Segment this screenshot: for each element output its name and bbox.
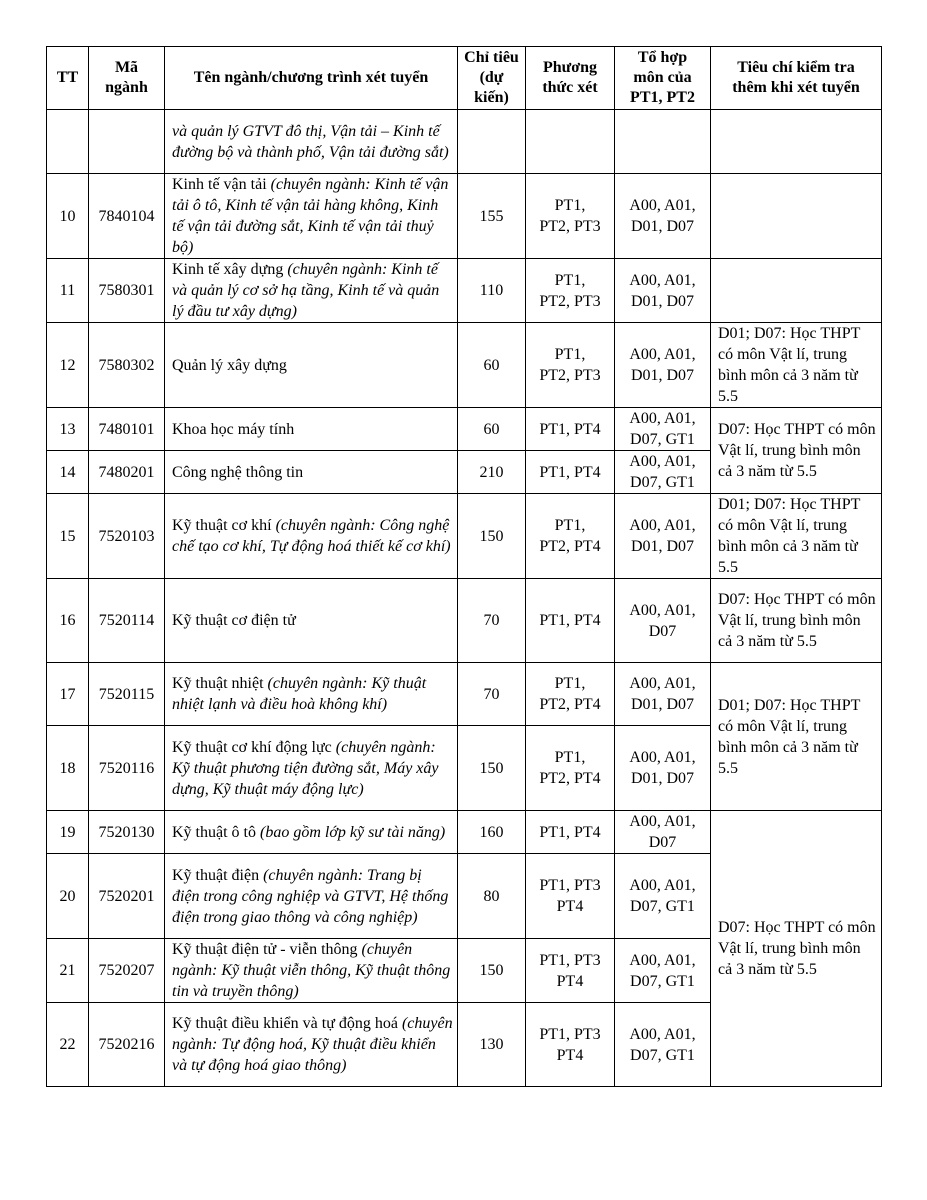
header-tieu-chi: Tiêu chí kiểm tra thêm khi xét tuyển — [711, 47, 882, 110]
row-ma-nganh: 7520114 — [89, 579, 165, 663]
row-phuong-thuc — [526, 1003, 615, 1087]
row-to-hop — [615, 494, 711, 579]
row-phuong-thuc — [526, 451, 615, 494]
table-row — [47, 579, 882, 663]
row-chi-tieu — [458, 110, 526, 174]
row-to-hop — [615, 259, 711, 323]
row-chi-tieu: 150 — [458, 939, 526, 1003]
row-program-name — [165, 663, 458, 726]
row-tt: 10 — [47, 174, 89, 259]
cell-text-line: D07, GT1 — [630, 431, 695, 448]
cell-text-line: PT2, PT3 — [539, 292, 601, 310]
row-ma-nganh: 7520207 — [89, 939, 165, 1003]
row-program-name — [165, 939, 458, 1003]
row-program-name — [165, 854, 458, 939]
program-specializations: (chuyên ngành: Tự động hoá, Kỹ thuật điều khiển và tự động hoá giao thông) — [172, 1015, 453, 1074]
table-body — [47, 110, 882, 1087]
cell-text-line: PT4 — [556, 1046, 584, 1064]
row-chi-tieu: 70 — [458, 579, 526, 663]
row-tieu-chi: D07: Học THPT có môn Vật lí, trung bình môn cả 3 năm từ 5.5 — [711, 579, 882, 663]
cell-text-line: A00, A01, — [629, 951, 696, 969]
table-row — [47, 494, 882, 579]
row-ma-nganh: 7480201 — [89, 451, 165, 494]
row-program-name — [165, 494, 458, 579]
program-title: Kỹ thuật cơ khí động lực — [172, 738, 336, 756]
cell-text-line: A00, A01, — [629, 749, 696, 766]
table-row — [47, 811, 882, 854]
row-tt: 11 — [47, 259, 89, 323]
cell-text-line: A00, A01, — [629, 517, 696, 534]
row-ma-nganh: 7520103 — [89, 494, 165, 579]
program-title: Khoa học máy tính — [172, 420, 295, 438]
cell-text-line: PT1, PT3 — [539, 951, 601, 969]
cell-text-line: PT1, — [554, 517, 586, 534]
row-to-hop — [615, 726, 711, 811]
program-specializations: (chuyên ngành: Kỹ thuật phương tiện đường sắt, Máy xây dựng, Kỹ thuật máy động lực) — [172, 738, 439, 798]
program-title: Kinh tế xây dựng — [172, 261, 288, 278]
row-chi-tieu: 160 — [458, 811, 526, 854]
cell-text-line: PT4 — [556, 972, 584, 990]
cell-text-line: D01, D07 — [630, 218, 695, 235]
cell-text-line: D07, GT1 — [630, 474, 695, 491]
cell-text-line: PT2, PT4 — [539, 770, 601, 787]
row-tt: 16 — [47, 579, 89, 663]
row-phuong-thuc — [526, 110, 615, 174]
row-ma-nganh: 7520130 — [89, 811, 165, 854]
table-row — [47, 174, 882, 259]
row-tt: 13 — [47, 408, 89, 451]
cell-text-line: A00, A01, — [629, 877, 696, 894]
table-row — [47, 323, 882, 408]
row-program-name — [165, 174, 458, 259]
row-phuong-thuc — [526, 854, 615, 939]
row-ma-nganh: 7840104 — [89, 174, 165, 259]
program-title: Kỹ thuật cơ điện tử — [172, 612, 296, 629]
row-chi-tieu: 150 — [458, 494, 526, 579]
cell-text-line: A00, A01, — [629, 197, 696, 214]
row-to-hop — [615, 579, 711, 663]
row-to-hop — [615, 110, 711, 174]
cell-text-line: PT1, — [554, 346, 586, 363]
row-to-hop — [615, 323, 711, 408]
header-ten-nganh: Tên ngành/chương trình xét tuyển — [165, 47, 458, 110]
program-title: Kỹ thuật cơ khí — [172, 517, 276, 534]
cell-text-line: PT1, — [554, 675, 586, 692]
row-tieu-chi: D01; D07: Học THPT có môn Vật lí, trung bình môn cả 3 năm từ 5.5 — [711, 494, 882, 579]
cell-text-line: PT1, PT4 — [539, 463, 601, 481]
row-tt: 21 — [47, 939, 89, 1003]
table-row — [47, 408, 882, 451]
program-title: Kỹ thuật nhiệt — [172, 675, 268, 692]
cell-text-line: D01, D07 — [630, 770, 695, 787]
row-program-name — [165, 110, 458, 174]
row-chi-tieu: 60 — [458, 323, 526, 408]
row-tieu-chi: D01; D07: Học THPT có môn Vật lí, trung bình môn cả 3 năm từ 5.5 — [711, 663, 882, 811]
row-phuong-thuc — [526, 726, 615, 811]
cell-text-line: PT2, PT4 — [539, 538, 601, 555]
row-phuong-thuc — [526, 259, 615, 323]
row-tieu-chi: D07: Học THPT có môn Vật lí, trung bình môn cả 3 năm từ 5.5 — [711, 408, 882, 494]
cell-text-line: PT2, PT4 — [539, 696, 601, 713]
program-specializations: (bao gồm lớp kỹ sư tài năng) — [260, 823, 446, 841]
row-to-hop — [615, 811, 711, 854]
cell-text-line: PT1, — [554, 749, 586, 766]
program-specializations: và quản lý GTVT đô thị, Vận tải – Kinh tế đường bộ và thành phố, Vận tải đường sắt) — [172, 122, 449, 161]
row-chi-tieu: 150 — [458, 726, 526, 811]
row-chi-tieu: 130 — [458, 1003, 526, 1087]
row-to-hop — [615, 451, 711, 494]
table-row — [47, 110, 882, 174]
cell-text-line: PT1, — [554, 271, 586, 289]
row-ma-nganh: 7520116 — [89, 726, 165, 811]
row-ma-nganh: 7520201 — [89, 854, 165, 939]
row-to-hop — [615, 663, 711, 726]
cell-text-line: A00, A01, — [629, 271, 696, 289]
row-program-name — [165, 579, 458, 663]
row-tt: 14 — [47, 451, 89, 494]
row-ma-nganh: 7580301 — [89, 259, 165, 323]
cell-text-line: D07, GT1 — [630, 1046, 695, 1064]
row-phuong-thuc — [526, 323, 615, 408]
row-phuong-thuc — [526, 939, 615, 1003]
row-chi-tieu: 70 — [458, 663, 526, 726]
row-tt — [47, 110, 89, 174]
cell-text-line: PT1, PT4 — [539, 612, 601, 629]
row-to-hop — [615, 174, 711, 259]
program-title: Kỹ thuật điện tử - viễn thông — [172, 941, 362, 958]
program-title: Kỹ thuật điện — [172, 866, 264, 884]
cell-text-line: A00, A01, — [629, 346, 696, 363]
program-title: Kỹ thuật ô tô — [172, 823, 260, 841]
admissions-table — [46, 46, 882, 1087]
row-program-name — [165, 259, 458, 323]
cell-text-line: PT1, PT4 — [539, 823, 601, 841]
cell-text-line: D01, D07 — [630, 538, 695, 555]
program-specializations: (chuyên ngành: Công nghệ chế tạo cơ khí, Tự động hoá thiết kế cơ khí) — [172, 517, 451, 555]
row-tieu-chi-empty — [711, 174, 882, 259]
cell-text-line: PT2, PT3 — [539, 218, 601, 235]
program-specializations: (chuyên ngành: Kỹ thuật nhiệt lạnh và điều hoà không khí) — [172, 675, 427, 713]
row-to-hop — [615, 939, 711, 1003]
row-to-hop — [615, 854, 711, 939]
row-phuong-thuc — [526, 408, 615, 451]
header-chi-tieu: Chỉ tiêu (dự kiến) — [458, 47, 526, 110]
row-tt: 15 — [47, 494, 89, 579]
program-title: Kỹ thuật điều khiển và tự động hoá — [172, 1015, 402, 1032]
row-chi-tieu: 60 — [458, 408, 526, 451]
cell-text-line: D01, D07 — [630, 292, 695, 310]
row-ma-nganh — [89, 110, 165, 174]
row-chi-tieu: 210 — [458, 451, 526, 494]
cell-text-line: A00, A01, — [629, 1025, 696, 1043]
row-program-name — [165, 323, 458, 408]
row-phuong-thuc — [526, 494, 615, 579]
row-program-name — [165, 726, 458, 811]
row-tieu-chi: D01; D07: Học THPT có môn Vật lí, trung bình môn cả 3 năm từ 5.5 — [711, 323, 882, 408]
cell-text-line: A00, A01, — [629, 601, 696, 619]
row-chi-tieu: 155 — [458, 174, 526, 259]
cell-text-line: D07, GT1 — [630, 898, 695, 915]
row-ma-nganh: 7520216 — [89, 1003, 165, 1087]
cell-text-line: D07 — [648, 622, 677, 640]
program-title: Kinh tế vận tải — [172, 176, 271, 193]
row-phuong-thuc — [526, 811, 615, 854]
row-ma-nganh: 7580302 — [89, 323, 165, 408]
cell-text-line: D07, GT1 — [630, 972, 695, 990]
row-program-name — [165, 408, 458, 451]
row-ma-nganh: 7480101 — [89, 408, 165, 451]
row-to-hop — [615, 1003, 711, 1087]
row-program-name — [165, 811, 458, 854]
row-tt: 17 — [47, 663, 89, 726]
row-tt: 18 — [47, 726, 89, 811]
row-tt: 22 — [47, 1003, 89, 1087]
row-to-hop — [615, 408, 711, 451]
cell-text-line: PT1, PT3 — [539, 1025, 601, 1043]
row-tieu-chi-empty — [711, 259, 882, 323]
cell-text-line: A00, A01, — [629, 410, 696, 427]
program-specializations: (chuyên ngành: Kỹ thuật viễn thông, Kỹ thuật thông tin và truyền thông) — [172, 941, 451, 1000]
row-ma-nganh: 7520115 — [89, 663, 165, 726]
header-phuong-thuc: Phương thức xét — [526, 47, 615, 110]
cell-text-line: PT1, PT4 — [539, 420, 601, 438]
header-tt: TT — [47, 47, 89, 110]
header-row — [47, 47, 882, 110]
cell-text-line: PT1, — [554, 197, 586, 214]
row-tieu-chi: D07: Học THPT có môn Vật lí, trung bình môn cả 3 năm từ 5.5 — [711, 811, 882, 1087]
row-phuong-thuc — [526, 663, 615, 726]
program-title: Công nghệ thông tin — [172, 463, 304, 481]
header-ma-nganh: Mã ngành — [89, 47, 165, 110]
program-specializations: (chuyên ngành: Kinh tế vận tải ô tô, Kinh tế vận tải hàng không, Kinh tế vận tải đường sắt, Kinh tế vận tải thuỷ bộ) — [172, 176, 449, 256]
cell-text-line: A00, A01, — [629, 813, 696, 830]
program-specializations: (chuyên ngành: Trang bị điện trong công nghiệp và GTVT, Hệ thống điện trong giao thông và công nghiệp) — [172, 866, 449, 926]
row-tieu-chi-empty — [711, 110, 882, 174]
cell-text-line: D07 — [648, 834, 677, 851]
row-tt: 19 — [47, 811, 89, 854]
cell-text-line: D01, D07 — [630, 696, 695, 713]
cell-text-line: PT1, PT3 — [539, 877, 601, 894]
row-program-name — [165, 451, 458, 494]
program-specializations: (chuyên ngành: Kinh tế và quản lý cơ sở hạ tầng, Kinh tế và quản lý đầu tư xây dựng) — [172, 261, 440, 320]
row-tt: 12 — [47, 323, 89, 408]
row-program-name — [165, 1003, 458, 1087]
table-row — [47, 259, 882, 323]
cell-text-line: A00, A01, — [629, 675, 696, 692]
table-row — [47, 663, 882, 726]
cell-text-line: D01, D07 — [630, 367, 695, 384]
row-tt: 20 — [47, 854, 89, 939]
row-chi-tieu: 80 — [458, 854, 526, 939]
program-title: Quản lý xây dựng — [172, 356, 287, 374]
cell-text-line: PT4 — [556, 898, 584, 915]
row-chi-tieu: 110 — [458, 259, 526, 323]
row-phuong-thuc — [526, 174, 615, 259]
row-phuong-thuc — [526, 579, 615, 663]
cell-text-line: PT2, PT3 — [539, 367, 601, 384]
cell-text-line: A00, A01, — [629, 453, 696, 470]
header-to-hop: Tổ hợp môn của PT1, PT2 — [615, 47, 711, 110]
